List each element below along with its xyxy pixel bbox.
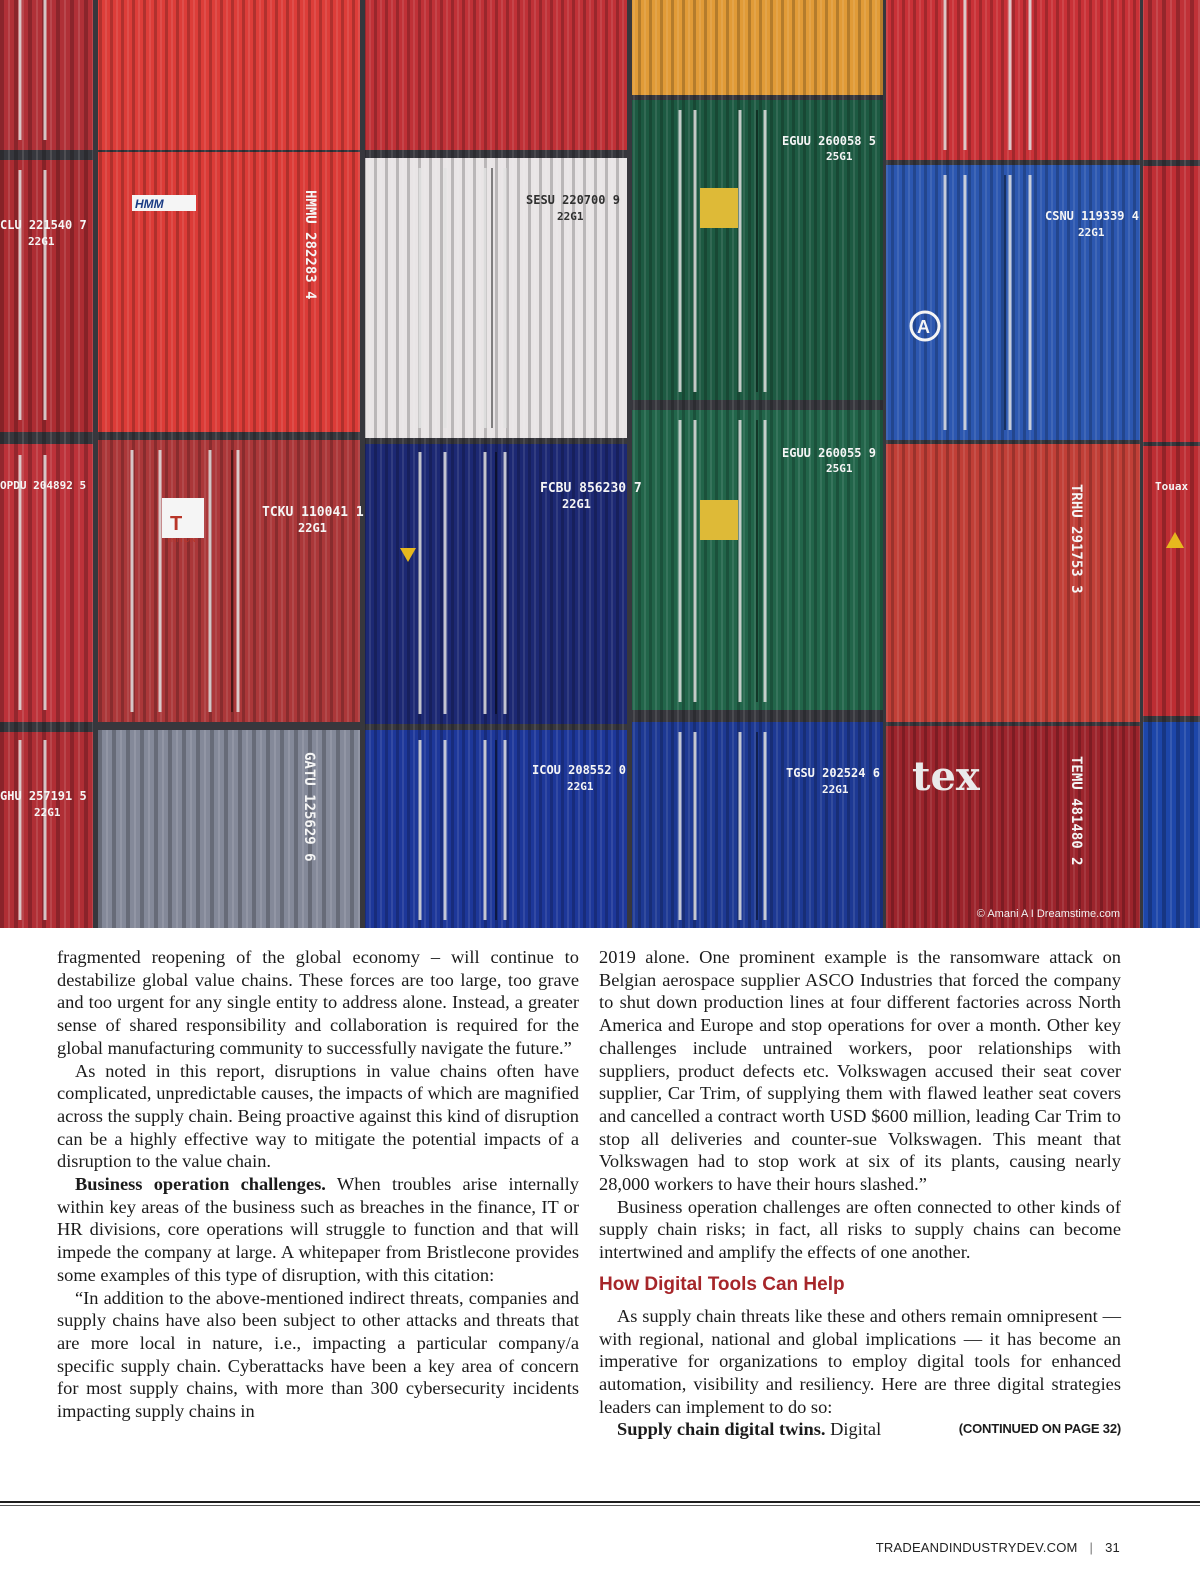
photo-credit: © Amani A I Dreamstime.com <box>976 908 1120 920</box>
paragraph <box>57 1173 579 1287</box>
paragraph-lead: Business operation challenges. <box>75 1174 326 1195</box>
footer-rule-thin <box>0 1505 1200 1506</box>
footer-rule <box>0 1501 1200 1503</box>
page-number: 31 <box>1105 1540 1120 1555</box>
paragraph: As noted in this report, disruptions in value chains often have complicated, unpredictable causes, the impacts of which are magnified across the supply chain. Being proactive against this kind of disruption can be a highly effective way to mitigate the potential impacts of a disruption to the value chain. <box>57 1060 579 1172</box>
section-heading: How Digital Tools Can Help <box>599 1273 845 1295</box>
paragraph-body: When troubles arise internally within key areas of the business such as breaches in the finance, IT or HR divisions, core operations will struggle to function and that will impede the company at large. A whitepaper from Bristlecone provides some examples of this type of disruption, with this citation: <box>57 1174 579 1285</box>
footer-divider: | <box>1089 1540 1094 1555</box>
quote-paragraph: “In addition to the above-mentioned indirect threats, companies and supply chains have also been subject to other attacks and threats that are more local in nature, i.e., impacting a particular company/a specific supply chain. Cyberattacks have been a key area of concern for most supply chains, with more than 300 cybersecurity incidents impacting supply chains in <box>57 1287 579 1422</box>
article-column-left <box>57 946 579 1423</box>
paragraph <box>599 1418 1121 1441</box>
site-url[interactable]: TRADEANDINDUSTRYDEV.COM <box>875 1540 1078 1555</box>
continued-link[interactable]: (CONTINUED ON PAGE 32) <box>958 1421 1121 1437</box>
article-column-right <box>599 946 1121 1441</box>
paragraph: Business operation challenges are often connected to other kinds of supply chain risks; in fact, all risks to supply chains can become intertwined and amplify the effects of one another. <box>599 1196 1121 1263</box>
page-footer <box>876 1540 1120 1555</box>
paragraph-lead: Supply chain digital twins. <box>617 1419 826 1440</box>
paragraph: As supply chain threats like these and others remain omnipresent — with regional, national and global implications — it has become an imperative for organizations to employ digital tools for enhanced automation, visibility and resiliency. Here are three digital strategies leaders can implement to do so: <box>599 1305 1121 1417</box>
paragraph: 2019 alone. One prominent example is the ransomware attack on Belgian aerospace supplier ASCO Industries that forced the company to shut down production lines at four different factories across North America and Europe and stop operations for over a month. Other key challenges include untrained workers, poor relationships with suppliers, product defects etc. Volkswagen accused their seat cover supplier, Car Trim, of supplying them with flawed leather seat covers and cancelled a contract worth USD $600 million, leading Car Trim to stop all deliveries and counter-sue Volkswagen. This meant that Volkswagen had to stop work at six of its plants, causing nearly 28,000 workers to have their hours slashed.” <box>599 947 1121 1195</box>
paragraph-body: Digital <box>825 1419 882 1440</box>
paragraph: fragmented reopening of the global economy – will continue to destabilize global value chains. These forces are too large, too grave and too urgent for any single entity to address alone. Instead, a greater sense of shared responsibility and collaboration is required for the global manufacturing community to successfully navigate the future.” <box>57 947 579 1058</box>
